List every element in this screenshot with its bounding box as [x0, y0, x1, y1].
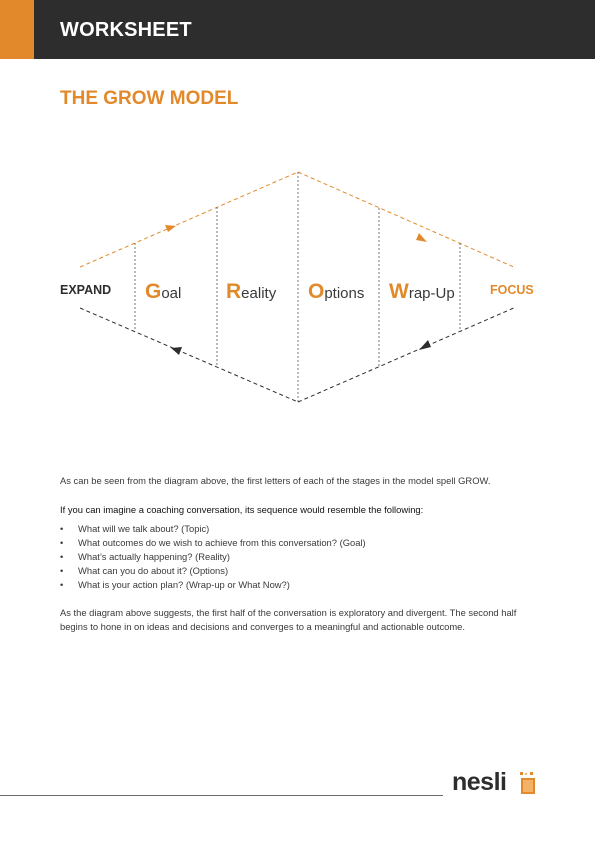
arrow-up-right-icon	[165, 225, 176, 232]
stage-options-rest: ptions	[324, 285, 365, 302]
list-item-text: What is your action plan? (Wrap-up or What Now?)	[78, 579, 290, 590]
arrow-up-left-icon	[419, 340, 431, 350]
diagram-lower-right-line	[298, 307, 516, 402]
lead-paragraph: If you can imagine a coaching conversation, its sequence would resemble the following:	[60, 504, 424, 515]
stage-wrap-up	[389, 280, 455, 303]
stage-options	[308, 280, 364, 303]
stage-reality-rest: eality	[241, 285, 277, 302]
list-item	[60, 564, 366, 578]
page-title: THE GROW MODEL	[60, 88, 239, 109]
logo-mark-icon	[518, 772, 538, 796]
stage-wrap-up-initial: W	[389, 280, 409, 303]
footer-divider	[0, 795, 443, 796]
intro-paragraph: As can be seen from the diagram above, the first letters of each of the stages in the model spell GROW.	[60, 475, 491, 486]
list-item-text: What’s actually happening? (Reality)	[78, 551, 230, 562]
expand-label: EXPAND	[60, 283, 112, 297]
question-list	[60, 522, 366, 592]
bullet-icon: •	[60, 537, 64, 548]
bullet-icon: •	[60, 579, 64, 590]
nesli-logo	[452, 768, 506, 798]
list-item	[60, 578, 366, 592]
stage-goal	[145, 280, 181, 303]
conclusion-paragraph: As the diagram above suggests, the first half of the conversation is exploratory and divergent. The second half begins to hone in on ideas and decisions and converges to a meaningful and actionable outcome.	[60, 607, 517, 632]
stage-reality-initial: R	[226, 280, 242, 303]
diagram-upper-right-line	[298, 172, 516, 268]
bullet-icon: •	[60, 565, 64, 576]
stage-goal-initial: G	[145, 280, 162, 303]
header-accent-block	[0, 0, 34, 59]
list-item-text: What can you do about it? (Options)	[78, 565, 229, 576]
list-item	[60, 522, 366, 536]
logo-text: nesli	[452, 768, 507, 796]
stage-wrap-up-rest: rap-Up	[408, 285, 455, 302]
diagram-lower-left-line	[80, 308, 298, 402]
stage-options-initial: O	[308, 280, 325, 303]
bullet-icon: •	[60, 551, 64, 562]
arrow-down-right-icon	[416, 233, 427, 242]
header-title: WORKSHEET	[60, 19, 192, 41]
diagram-upper-left-line	[80, 172, 298, 267]
list-item	[60, 550, 366, 564]
list-item-text: What will we talk about? (Topic)	[78, 523, 210, 534]
arrow-down-left-icon	[171, 347, 182, 355]
bullet-icon: •	[60, 523, 64, 534]
stage-reality	[226, 280, 277, 303]
grow-model-diagram	[0, 160, 595, 410]
list-item	[60, 536, 366, 550]
stage-goal-rest: oal	[161, 285, 182, 302]
focus-label: FOCUS	[490, 283, 534, 297]
list-item-text: What outcomes do we wish to achieve from this conversation? (Goal)	[78, 537, 366, 548]
